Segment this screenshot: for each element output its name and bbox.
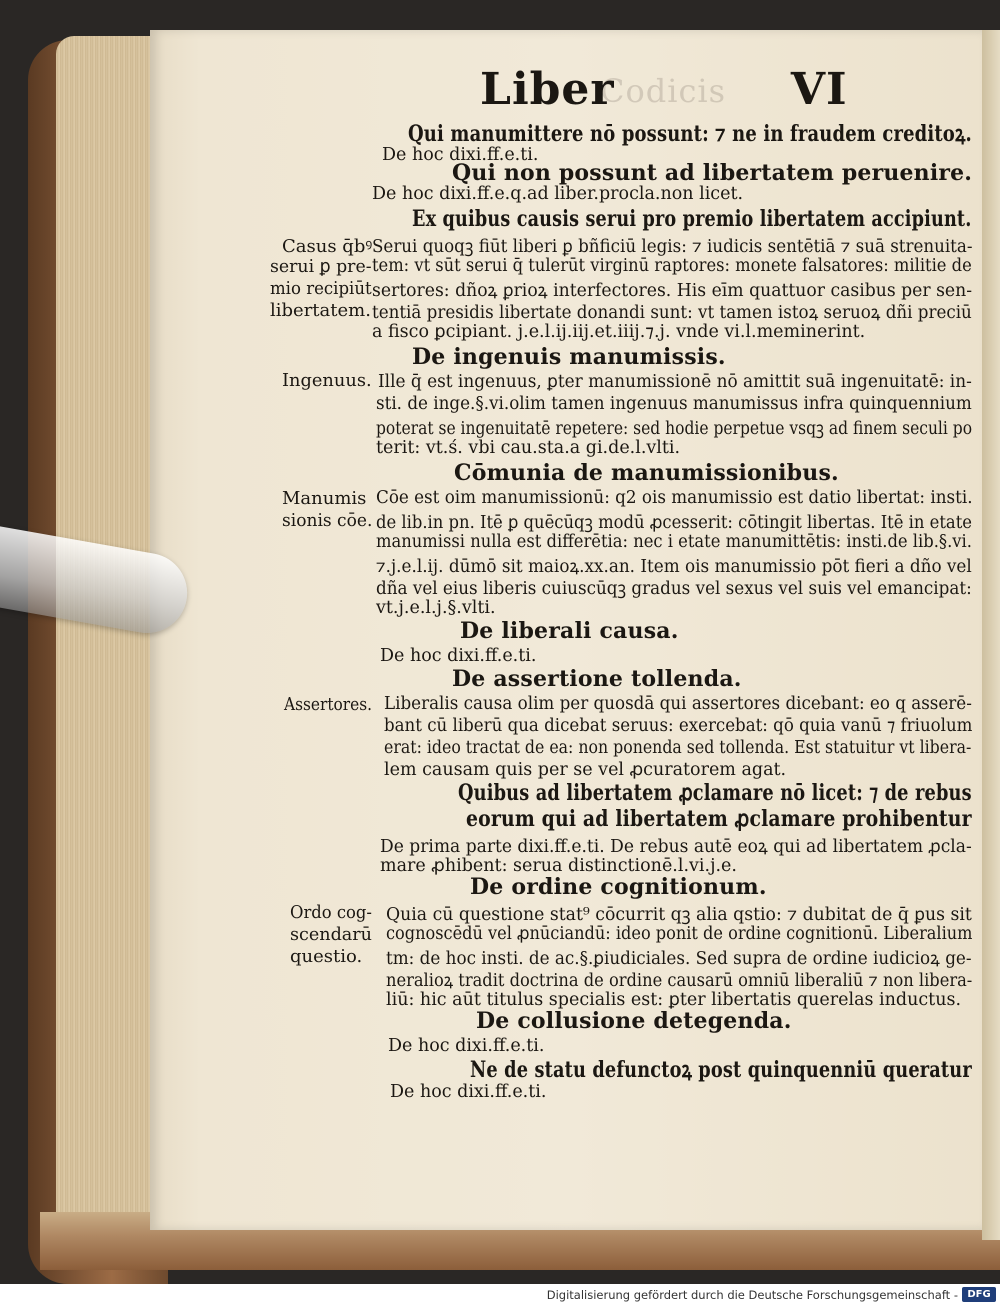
text-line: lem causam quis per se vel ꝓcuratorem agat. <box>384 760 787 780</box>
heading-line: De ordine cognitionum. <box>470 874 767 900</box>
funding-credit: Digitalisierung gefördert durch die Deutsche Forschungsgemeinschaft - <box>546 1288 958 1302</box>
right-page-strip <box>982 30 1000 1240</box>
text-line: De hoc dixi.ff.e.ti. <box>382 145 539 165</box>
running-head <box>480 64 848 115</box>
text-line: Serui quoqꝫ fiūt liberi ꝑ bñficiū legis: ⁊ iudicis sentētiā ⁊ suā strenuita- <box>372 237 973 257</box>
margin-note: Casus q̄bꝰ <box>282 236 373 257</box>
margin-note: scendarū <box>290 924 372 945</box>
text-line: tem: vt sūt serui q̄ tulerūt virginū raptores: monete falsatores: militie de <box>372 256 972 276</box>
heading-line: De ingenuis manumissis. <box>412 344 726 370</box>
text-line: terit: vt.ś. vbi cau.sta.a gi.de.l.vlti. <box>376 438 681 458</box>
text-line: tm: de hoc insti. de ac.§.ꝑiudiciales. Sed supra de ordine iudicioꝝ ge- <box>386 949 972 969</box>
margin-note: questio. <box>290 946 363 967</box>
heading-line: Ne de statu defunctoꝝ post quinquenniū queratur <box>470 1057 972 1083</box>
margin-note: Manumis <box>282 488 367 509</box>
text-line: Ille q̄ est ingenuus, ꝑter manumissionē nō amittit suā ingenuitatē: in- <box>378 372 972 392</box>
text-line: Cōe est oim manumissionū: q2 ois manumissio est datio libertat: insti. <box>376 488 973 508</box>
heading-line: eorum qui ad libertatem ꝓclamare prohibentur <box>466 806 972 832</box>
heading-line: Cōmunia de manumissionibus. <box>454 460 839 486</box>
text-line: De hoc dixi.ff.e.ti. <box>390 1082 547 1102</box>
heading-line: De assertione tollenda. <box>452 666 742 692</box>
heading-line: Quibus ad libertatem ꝓclamare nō licet: ⁊ de rebus <box>458 780 972 806</box>
margin-note: libertatem. <box>270 300 371 321</box>
margin-note: Ingenuus. <box>282 370 372 391</box>
margin-note: mio recipiūt <box>270 278 372 299</box>
margin-note: serui ꝑ pre- <box>270 256 372 277</box>
footer-bar <box>0 1284 1000 1306</box>
text-line: ⁊.j.e.l.ij. dūmō sit maioꝝ.xx.an. Item ois manumissio pōt fieri a dño vel <box>376 557 972 577</box>
text-line: de lib.in pn. Itē ꝑ quēcūqꝫ modū ꝓcesserit: cōtingit libertas. Itē in etate <box>376 513 972 533</box>
text-line: sertores: dñoꝝ ꝑrioꝝ interfectores. His eīm quattuor casibus per sen- <box>372 281 973 301</box>
text-line: De hoc dixi.ff.e.ti. <box>380 646 537 666</box>
text-line: manumissi nulla est differētia: nec i etate manumittētis: insti.de lib.§.vi. <box>376 532 972 552</box>
heading-line: Qui non possunt ad libertatem peruenire. <box>452 160 973 186</box>
text-line: Quia cū questione stat⁹ cōcurrit qꝫ alia qstio: ⁊ dubitat de q̄ ꝑus sit <box>386 905 972 925</box>
text-line: sti. de inge.§.vi.olim tamen ingenuus manumissus infra quinquennium <box>376 394 972 414</box>
running-head-numeral: VI <box>790 64 848 115</box>
text-line: vt.j.e.l.j.§.vlti. <box>376 598 496 618</box>
text-line: dña vel eius liberis cuiuscūqꝫ gradus vel sexus vel suis vel emancipat: <box>376 579 972 599</box>
text-line: De hoc dixi.ff.e.ti. <box>388 1036 545 1056</box>
dfg-logo: DFG <box>962 1287 996 1302</box>
heading-line: De liberali causa. <box>460 618 679 644</box>
margin-note: Ordo cog- <box>290 902 372 923</box>
text-line: tentiā presidis libertate donandi sunt: vt tamen istoꝝ seruoꝝ dñi preciū <box>372 303 972 323</box>
text-line: erat: ideo tractat de ea: non ponenda sed tollenda. Est statuitur vt libera- <box>384 738 972 758</box>
text-line: poterat se ingenuitatē repetere: sed hodie perpetue vsqꝫ ad finem seculi po <box>376 419 973 439</box>
text-line: Liberalis causa olim per quosdā qui assertores dicebant: eo q asserē- <box>384 694 972 714</box>
text-line: De prima parte dixi.ff.e.ti. De rebus autē eoꝝ qui ad libertatem ꝓcla- <box>380 837 972 857</box>
heading-line: De collusione detegenda. <box>476 1008 792 1034</box>
text-line: De hoc dixi.ff.e.q.ad liber.procla.non licet. <box>372 184 744 204</box>
text-line: liū: hic aūt titulus specialis est: ꝑter libertatis querelas inductus. <box>386 990 962 1010</box>
heading-line: Ex quibus causis serui pro premio libertatem accipiunt. <box>412 206 972 232</box>
margin-note: Assertores. <box>284 694 372 715</box>
text-line: bant cū liberū qua dicebat seruus: exercebat: qō quia vanū ⁊ friuolum <box>384 716 973 736</box>
running-head-title: Liber <box>480 64 615 115</box>
text-line: neralioꝝ tradit doctrina de ordine causarū omniū liberaliū ⁊ non libera- <box>386 971 973 991</box>
text-line: a fisco ꝑcipiant. j.e.l.ij.iij.et.iiij.⁊.j. vnde vi.l.meminerint. <box>372 322 866 342</box>
heading-line: Qui manumittere nō possunt: ⁊ ne in fraudem creditoꝝ. <box>408 121 972 147</box>
text-line: cognoscēdū vel ꝓnūciandū: ideo ponit de ordine cognitionū. Liberalium <box>386 924 973 944</box>
text-line: mare ꝓhibent: serua distinctionē.l.vi.j.e. <box>380 856 737 876</box>
bleed-through-text: Codicis <box>600 72 727 110</box>
margin-note: sionis cōe. <box>282 510 373 531</box>
